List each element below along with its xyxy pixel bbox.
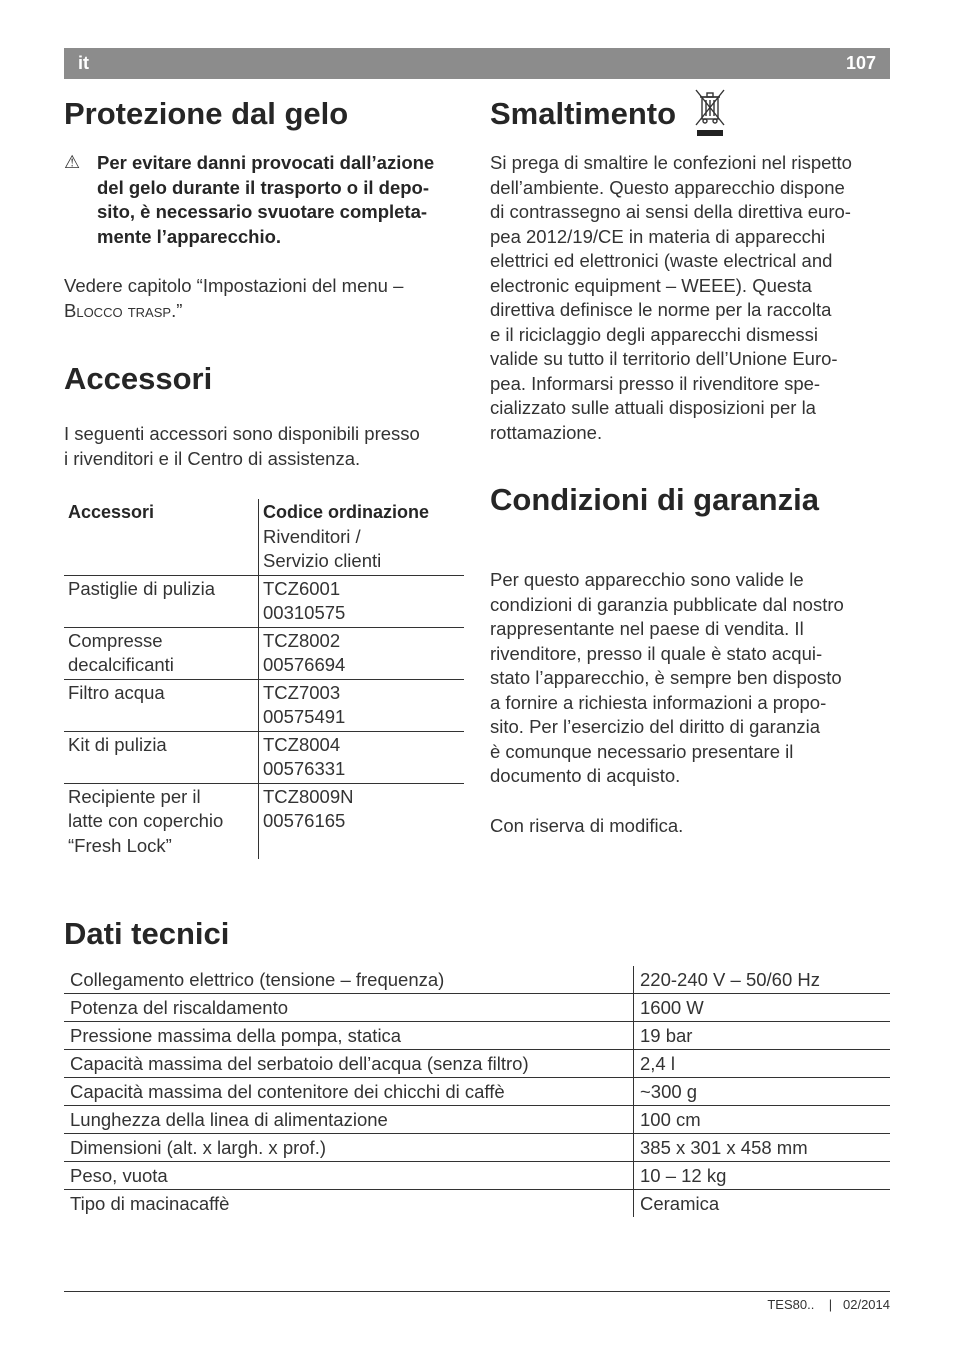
table-row [64,1190,890,1218]
accessory-codes: TCZ8009N 00576165 [259,783,465,859]
table-row [64,966,890,994]
spec-value: 1600 W [634,994,891,1022]
accessories-title: Accessori [64,361,213,396]
warning-icon: ⚠ [64,152,81,172]
footer-separator: | [828,1297,833,1312]
accessory-codes: TCZ8004 00576331 [259,731,465,783]
accessory-codes: TCZ8002 00576694 [259,627,465,679]
table-row [64,1106,890,1134]
weee-crossed-bin-icon [693,87,727,137]
spec-value: 220-240 V – 50/60 Hz [640,969,820,990]
language-code: it [78,53,89,73]
spec-value: 2,4 l [634,1050,891,1078]
accessory-name: Pastiglie di pulizia [64,575,259,627]
warranty-note: Con riserva di modifica. [490,815,684,836]
accessories-table [64,499,464,859]
spec-label: Dimensioni (alt. x largh. x prof.) [64,1134,634,1162]
table-row [64,1050,890,1078]
page-footer [767,1297,890,1312]
tech-data-table [64,966,890,1217]
edition-date: 02/2014 [843,1297,890,1312]
accessories-col-header: Accessori [64,499,259,575]
spec-value: Ceramica [634,1190,891,1218]
accessory-codes: TCZ6001 00310575 [259,575,465,627]
model-code: TES80.. [767,1297,815,1312]
tech-data-title: Dati tecnici [64,916,230,951]
accessory-codes: TCZ7003 00575491 [259,679,465,731]
warranty-text: Per questo apparecchio sono valide le condizioni di garanzia pubblicate dal nostro rappresentante nel paese di vendita. Il rivenditore, presso il quale è stato acqui- stato l’apparecchio, è sempre ben disposto a fornire a richiesta informazioni a propo- sito. Per l’esercizio del diritto di garanzia è comunque necessario presentare il documento di acquisto. [490,569,844,786]
accessory-name: Kit di pulizia [64,731,259,783]
spec-value: 19 bar [634,1022,891,1050]
accessory-name: Filtro acqua [64,679,259,731]
page-number: 107 [845,53,876,73]
spec-label: Peso, vuota [64,1162,634,1190]
frost-reference-text: Vedere capitolo “Impostazioni del menu – Blocco trasp.” [64,275,404,321]
spec-value: 100 cm [634,1106,891,1134]
spec-value: ~300 g [634,1078,891,1106]
warranty-title: Condizioni di garanzia [490,482,819,517]
accessories-intro: I seguenti accessori sono disponibili presso i rivenditori e il Centro di assistenza. [64,423,420,469]
disposal-text: Si prega di smaltire le confezioni nel rispetto dell’ambiente. Questo apparecchio dispone di contrassegno ai sensi della direttiva euro- pea 2012/19/CE in materia di apparecchi elettrici ed elettronici (waste electrical and electronic equipment – WEEE). Questa direttiva definisce le norme per la raccolta e il riciclaggio degli apparecchi dismessi valide su tutto il territorio dell’Unione Euro- pea. Informarsi presso il rivenditore spe- cializzato sulle attuali disposizioni per la rottamazione. [490,152,852,443]
spec-value: 10 – 12 kg [634,1162,891,1190]
order-code-col-header: Codice ordinazione Rivenditori / Servizio clienti [263,502,430,571]
table-row [64,1078,890,1106]
spec-label: Lunghezza della linea di alimentazione [64,1106,634,1134]
page-header-bar [64,48,890,79]
table-row [64,731,464,783]
table-row [64,627,464,679]
table-row [64,1022,890,1050]
spec-label: Capacità massima del contenitore dei chicchi di caffè [64,1078,634,1106]
footer-divider [64,1291,890,1292]
table-row [64,575,464,627]
table-row [64,1162,890,1190]
accessory-name: Compresse decalcificanti [64,627,259,679]
menu-item-ref: Blocco trasp [64,299,172,321]
accessory-name: Recipiente per il latte con coperchio “Fresh Lock” [64,783,259,859]
table-row [64,1134,890,1162]
disposal-title: Smaltimento [490,96,677,131]
spec-label: Tipo di macinacaffè [64,1190,634,1218]
table-row [64,679,464,731]
table-row [64,994,890,1022]
table-row [64,783,464,859]
frost-warning-text: Per evitare danni provocati dall’azione del gelo durante il trasporto o il depo- sito, è necessario svuotare completa- mente l’apparecchio. [97,152,435,247]
accessories-table-header [64,499,464,575]
spec-label: Collegamento elettrico (tensione – frequenza) [64,966,634,994]
spec-label: Potenza del riscaldamento [64,994,634,1022]
spec-label: Pressione massima della pompa, statica [64,1022,634,1050]
frost-protection-title: Protezione dal gelo [64,96,349,131]
spec-label: Capacità massima del serbatoio dell’acqua (senza filtro) [64,1050,634,1078]
spec-value: 385 x 301 x 458 mm [634,1134,891,1162]
